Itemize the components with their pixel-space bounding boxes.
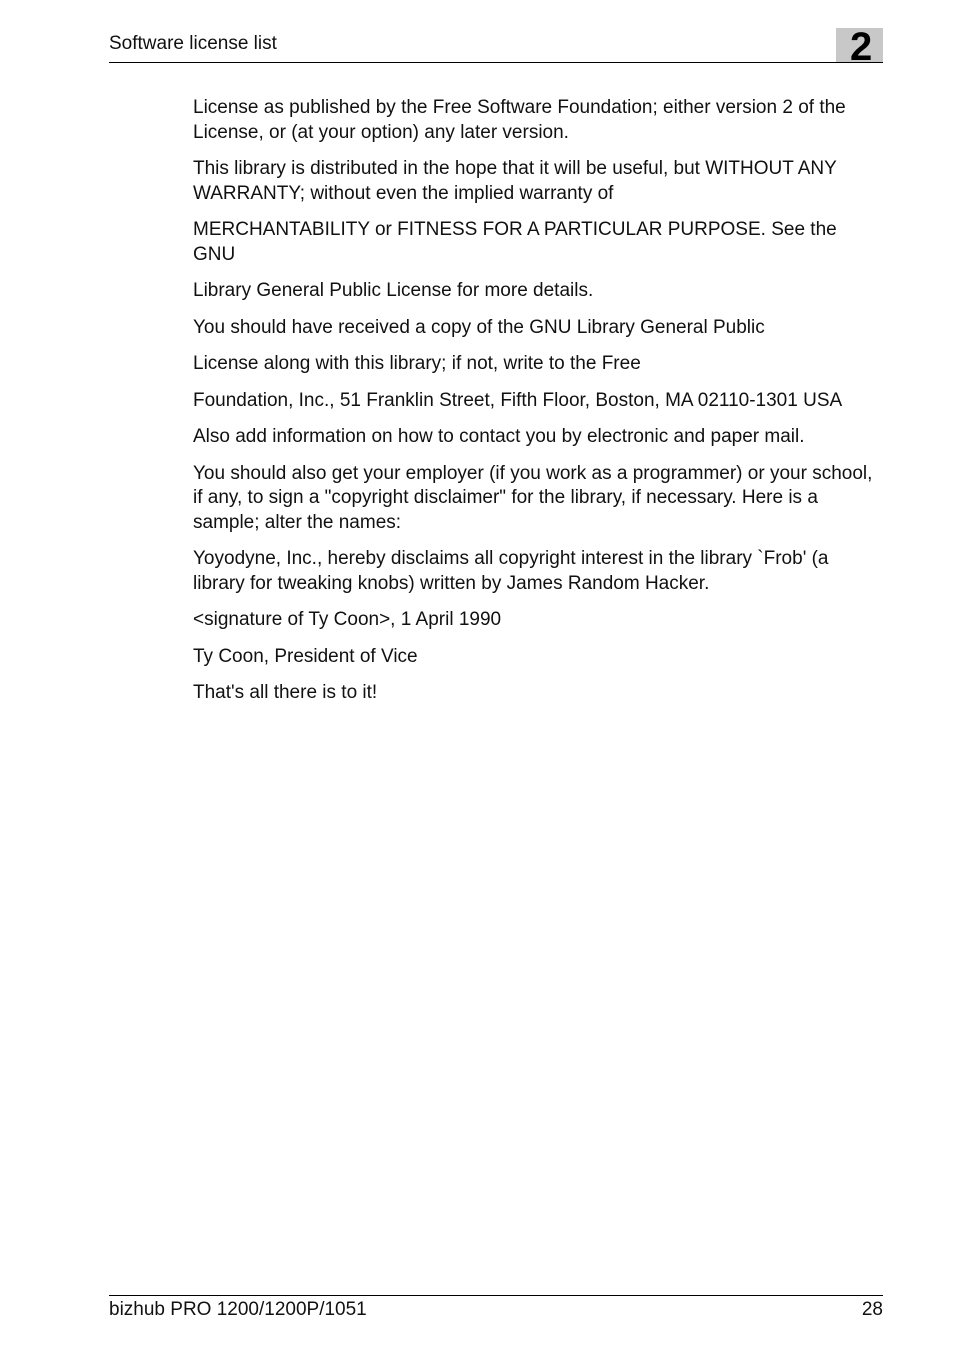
footer-divider (109, 1295, 883, 1296)
paragraph: Library General Public License for more details. (193, 280, 594, 301)
running-header-title: Software license list (109, 33, 277, 54)
paragraph: <signature of Ty Coon>, 1 April 1990 (193, 609, 502, 630)
chapter-number: 2 (850, 25, 873, 69)
paragraph: Ty Coon, President of Vice (193, 645, 418, 667)
paragraph: This library is distributed in the hope that it will be useful, but WITHOUT ANY WARRANTY; without even the implied warranty of (193, 158, 837, 204)
paragraph: You should have received a copy of the GNU Library General Public (193, 316, 765, 338)
paragraph: Also add information on how to contact you by electronic and paper mail. (193, 426, 805, 447)
paragraph: Yoyodyne, Inc., hereby disclaims all copyright interest in the library `Frob' (a library for tweaking knobs) written by James Random Hacker. (193, 548, 829, 594)
paragraph: You should also get your employer (if you work as a programmer) or your school, if any, to sign a "copyright disclaimer" for the library, if necessary. Here is a sample; alter the names: (193, 462, 873, 533)
page-number: 28 (861, 1299, 883, 1320)
body-text (193, 96, 883, 718)
paragraph: License as published by the Free Software Foundation; either version 2 of the License, or (at your option) any later version. (193, 97, 846, 143)
paragraph: That's all there is to it! (193, 682, 378, 703)
paragraph: License along with this library; if not, write to the Free (193, 353, 641, 374)
footer-product-name: bizhub PRO 1200/1200P/1051 (109, 1299, 367, 1320)
header-divider (109, 62, 883, 63)
paragraph: Foundation, Inc., 51 Franklin Street, Fifth Floor, Boston, MA 02110-1301 USA (193, 389, 843, 411)
paragraph: MERCHANTABILITY or FITNESS FOR A PARTICULAR PURPOSE. See the GNU (193, 219, 837, 265)
